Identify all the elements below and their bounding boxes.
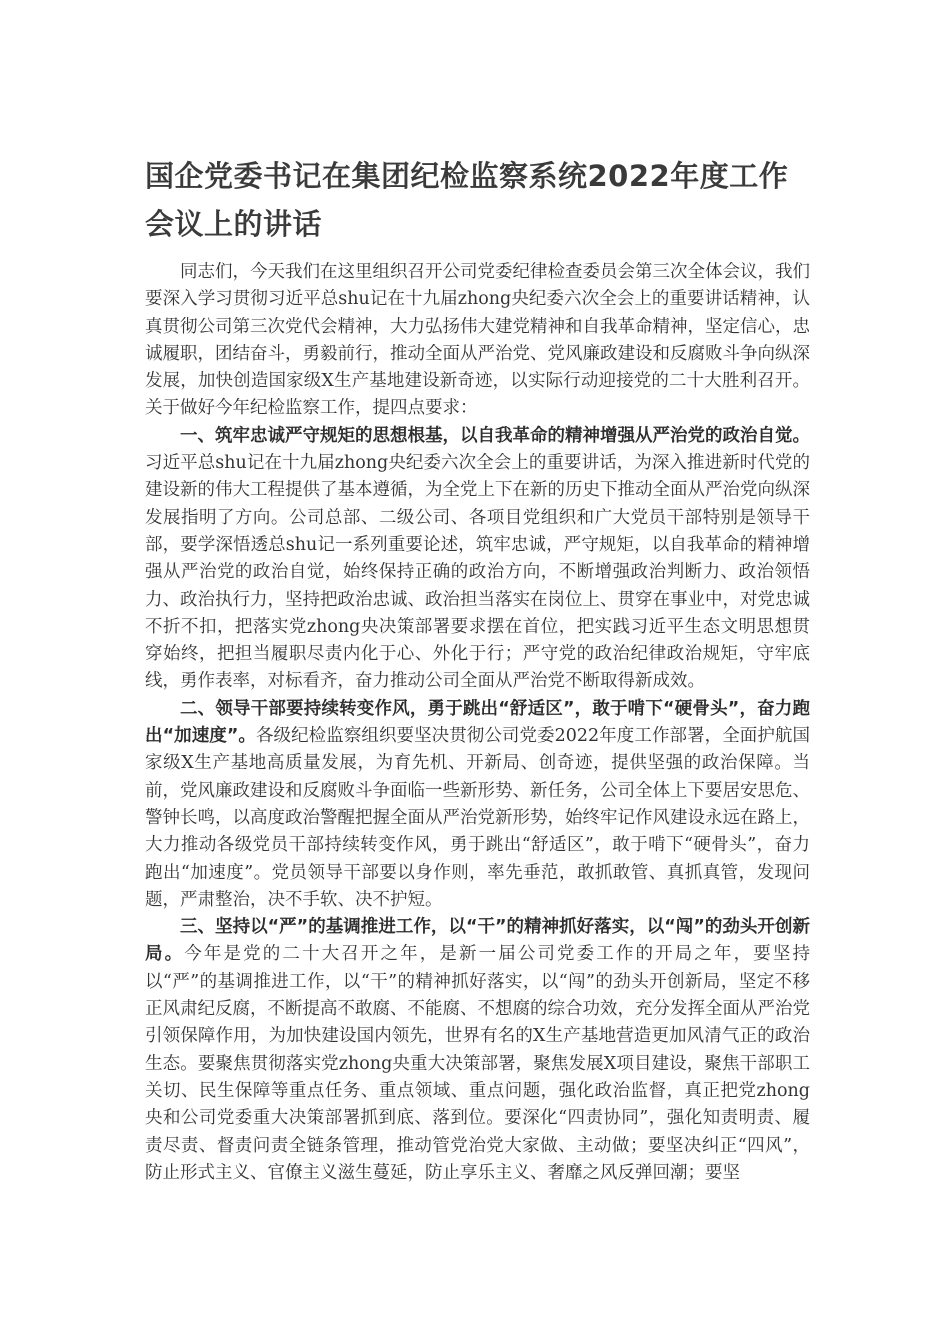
section-heading-2: 二、领导干部要持续转变作风，勇于跳出“舒适区”，敢于啃下“硬骨头”，奋力跑出“加速度”。 <box>145 698 810 747</box>
section-paragraph-1 <box>145 423 810 696</box>
section-paragraph-3 <box>145 914 810 1187</box>
document-body <box>145 259 810 1187</box>
section-heading-1: 一、筑牢忠诚严守规矩的思想根基，以自我革命的精神增强从严治党的政治自觉。 <box>180 425 810 446</box>
section-paragraph-2 <box>145 696 810 914</box>
document-title: 国企党委书记在集团纪检监察系统2022年度工作会议上的讲话 <box>145 159 789 241</box>
section-body-3: 今年是党的二十大召开之年，是新一届公司党委工作的开局之年，要坚持以“严”的基调推进工作，以“干”的精神抓好落实，以“闯”的劲头开创新局，坚定不移正风肃纪反腐，不断提高不敢腐、不能腐、不想腐的综合功效，充分发挥全面从严治党引领保障作用，为加快建设国内领先，世界有名的X生产基地营造更加风清气正的政治生态。要聚焦贯彻落实党zhong央重大决策部署，聚焦发展X项目建设，聚焦干部职工关切、民生保障等重点任务、重点领域、重点问题，强化政治监督，真正把党zhong央和公司党委重大决策部署抓到底、落到位。要深化“四责协同”，强化知责明责、履责尽责、督责问责全链条管理，推动管党治党大家做、主动做；要坚决纠正“四风”，防止形式主义、官僚主义滋生蔓延，防止享乐主义、奢靡之风反弹回潮；要坚 <box>145 944 811 1183</box>
section-body-2: 各级纪检监察组织要坚决贯彻公司党委2022年度工作部署，全面护航国家级X生产基地高质量发展，为育先机、开新局、创奇迹，提供坚强的政治保障。当前，党风廉政建设和反腐败斗争面临一些新形势、新任务，公司全体上下要居安思危、警钟长鸣，以高度政治警醒把握全面从严治党新形势，始终牢记作风建设永远在路上，大力推动各级党员干部持续转变作风，勇于跳出“舒适区”，敢于啃下“硬骨头”，奋力跑出“加速度”。党员领导干部要以身作则，率先垂范，敢抓敢管、真抓真管，发现问题，严肃整治，决不手软、决不护短。 <box>145 726 810 910</box>
intro-paragraph: 同志们，今天我们在这里组织召开公司党委纪律检查委员会第三次全体会议，我们要深入学习贯彻习近平总shu记在十九届zhong央纪委六次全会上的重要讲话精神，认真贯彻公司第三次党代会精神，大力弘扬伟大建党精神和自我革命精神，坚定信心，忠诚履职，团结奋斗，勇毅前行，推动全面从严治党、党风廉政建设和反腐败斗争向纵深发展，加快创造国家级X生产基地建设新奇迹，以实际行动迎接党的二十大胜利召开。关于做好今年纪检监察工作，提四点要求： <box>145 262 810 419</box>
section-body-1: 习近平总shu记在十九届zhong央纪委六次全会上的重要讲话，为深入推进新时代党的建设新的伟大工程提供了基本遵循，为全党上下在新的历史下推动全面从严治党向纵深发展指明了方向。公司总部、二级公司、各项目党组织和广大党员干部特别是领导干部，要学深悟透总shu记一系列重要论述，筑牢忠诚，严守规矩，以自我革命的精神增强从严治党的政治自觉，始终保持正确的政治方向，不断增强政治判断力、政治领悟力、政治执行力，坚持把政治忠诚、政治担当落实在岗位上、贯穿在事业中，对党忠诚不折不扣，把落实党zhong央决策部署要求摆在首位，把实践习近平生态文明思想贯穿始终，把担当履职尽责内化于心、外化于行；严守党的政治纪律政治规矩，守牢底线，勇作表率，对标看齐，奋力推动公司全面从严治党不断取得新成效。 <box>145 453 810 692</box>
section-heading-3: 三、坚持以“严”的基调推进工作，以“干”的精神抓好落实，以“闯”的劲头开创新局。 <box>145 917 810 965</box>
